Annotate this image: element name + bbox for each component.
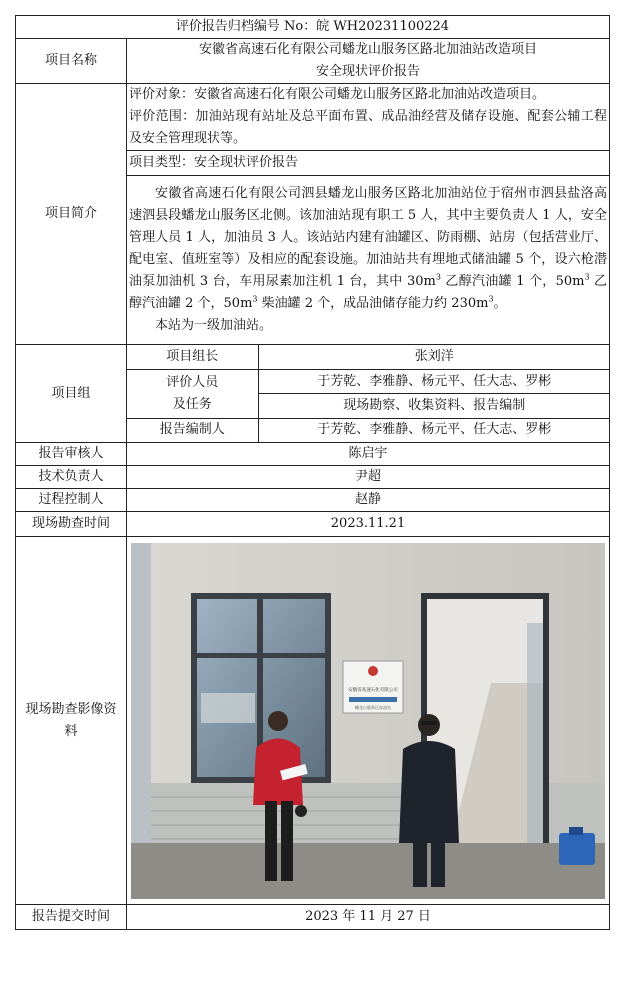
project-name-value xyxy=(127,39,610,84)
evaluators-tasks: 现场勘察、收集资料、报告编制 xyxy=(343,397,526,413)
writers-label: 报告编制人 xyxy=(127,418,258,442)
report-form xyxy=(15,15,610,930)
evaluators-value: 于芳乾、李雅静、杨元平、任大志、罗彬 xyxy=(259,370,611,394)
project-name-line1: 安徽省高速石化有限公司蟠龙山服务区路北加油站改造项目 xyxy=(198,42,537,57)
evaluation-object: 评价对象：安徽省高速石化有限公司蟠龙山服务区路北加油站改造项目。 xyxy=(129,87,546,102)
submit-time-label: 报告提交时间 xyxy=(16,905,127,930)
tech-lead-value: 尹超 xyxy=(127,466,610,489)
project-type: 项目类型：安全现状评价报告 xyxy=(127,151,610,176)
team-leader-value: 张刘洋 xyxy=(258,345,610,369)
evaluators-label: 评价人员 及任务 xyxy=(127,369,258,418)
evaluation-object-scope xyxy=(127,84,610,151)
reviewer-value: 陈启宇 xyxy=(127,443,610,466)
project-description xyxy=(127,176,610,345)
reviewer-label: 报告审核人 xyxy=(16,443,127,466)
submit-time-value: 2023 年 11 月 27 日 xyxy=(127,905,610,930)
team-table xyxy=(127,345,610,443)
project-name-label: 项目名称 xyxy=(16,39,127,84)
photo-label: 现场勘查影像资 料 xyxy=(16,537,127,905)
team-leader-label: 项目组长 xyxy=(127,345,258,369)
site-survey-photo xyxy=(131,543,605,899)
report-number: 评价报告归档编号 No：皖 WH20231100224 xyxy=(16,16,610,39)
writers-value: 于芳乾、李雅静、杨元平、任大志、罗彬 xyxy=(317,422,552,438)
team-label: 项目组 xyxy=(16,345,127,443)
evaluators-cell xyxy=(258,369,610,418)
survey-time-value: 2023.11.21 xyxy=(127,512,610,537)
description-paragraph: 安徽省高速石化有限公司泗县蟠龙山服务区路北加油站位于宿州市泗县盐洛高速泗县段蟠龙山服务区北侧。该加油站现有职工 5 人，其中主要负责人 1 人，安全管理人员 1 人，加油员 3 人。该站站内建有油罐区、防雨棚、站房（包括营业厅、配电室、值班室等）及相应的配套设施。加油站共有埋地式储油罐 5 个，设六枪潜油泵加油机 3 台，车用尿素加注机 1 台，其中 $30m^3$ 乙醇汽油罐 1 个，$50m^3$ 乙醇汽油罐 2 个，$50m^3$ 柴油罐 2 个，成品油储存能力约 $230m^3$。 xyxy=(129,186,607,311)
station-level: 本站为一级加油站。 xyxy=(155,318,273,333)
site-photo-cell xyxy=(127,537,610,905)
survey-time-label: 现场勘查时间 xyxy=(16,512,127,537)
process-controller-label: 过程控制人 xyxy=(16,489,127,512)
tech-lead-label: 技术负责人 xyxy=(16,466,127,489)
sign-sub: 蟠龙山服务区加油站 xyxy=(355,704,391,710)
project-name-line2: 安全现状评价报告 xyxy=(315,64,420,79)
process-controller-value: 赵静 xyxy=(127,489,610,512)
evaluation-scope: 评价范围：加油站现有站址及总平面布置、成品油经营及储存设施、配套公辅工程及安全管理现状等。 xyxy=(129,109,607,146)
sign-title: 安徽省高速石化有限公司 xyxy=(348,687,398,693)
intro-label: 项目简介 xyxy=(16,84,127,345)
